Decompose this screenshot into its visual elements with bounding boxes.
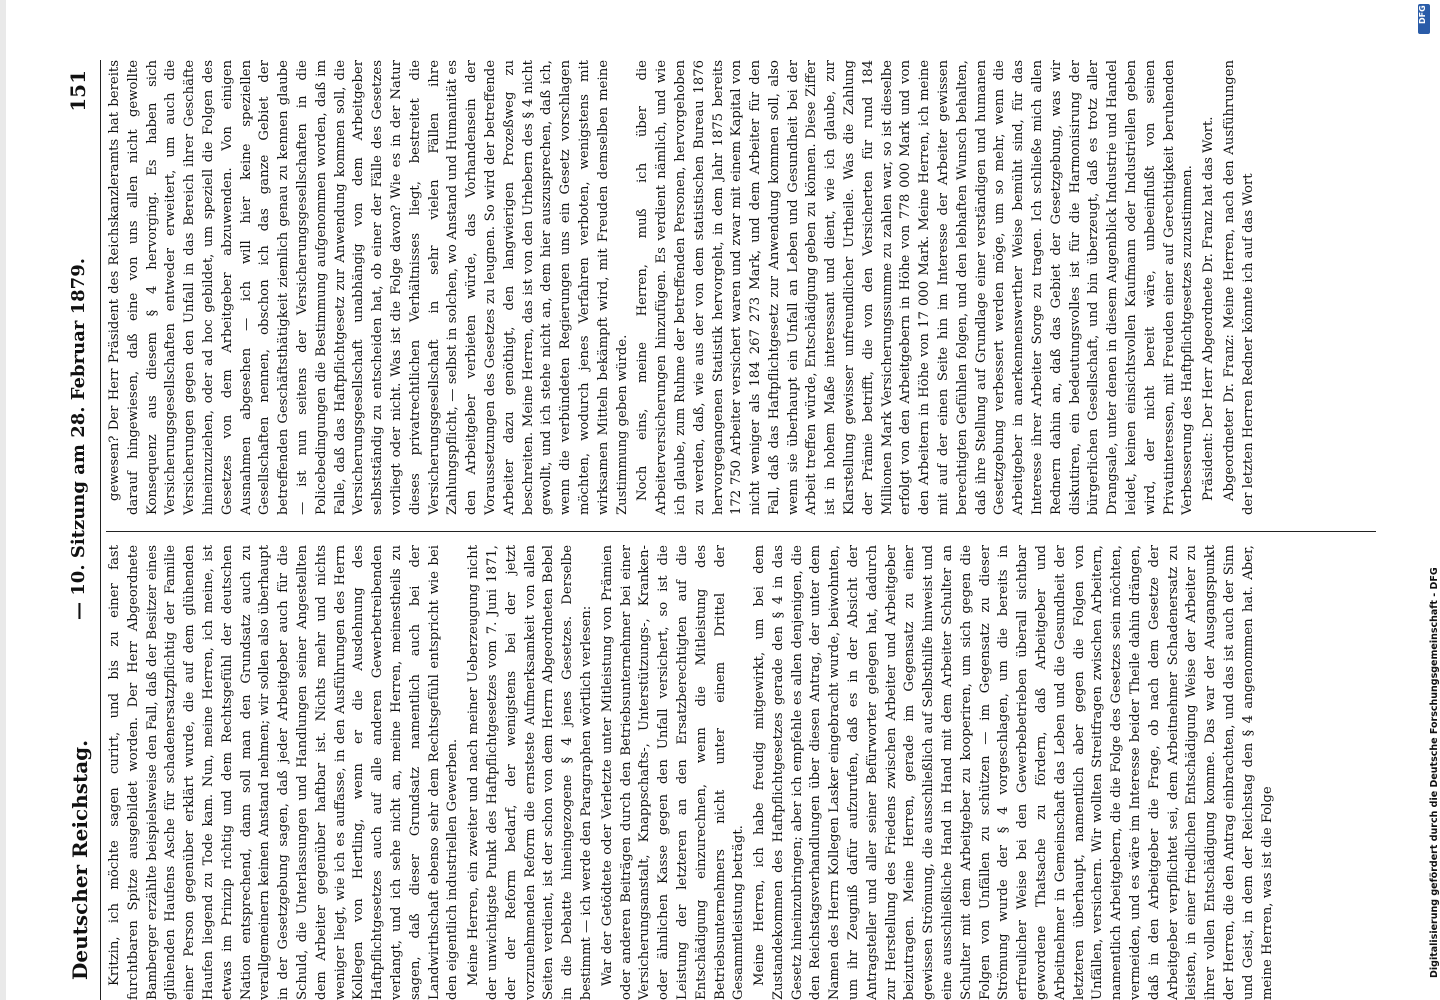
speaker-paragraph: Präsident: Der Herr Abgeordnete Dr. Franz hat das Wort. — [1201, 116, 1217, 501]
paragraph: Kritzin, ich möchte sagen curirt, und bis zu einer fast furchtbaren Spitze ausgebildet worden. Der Herr Abgeordnete Bamberger erzählte beispielsweise den Fall, daß der Besitzer eines glühenden Haufens Asche für schadenersatzpflichtig der Familie einer Person gegenüber erklärt wurde, die auf dem glühenden Haufen liegend zu Tode kam. Nun, meine Herren, ich meine, ist etwas im Prinzip richtig und dem Rechtsgefühl der deutschen Nation entsprechend, dann soll man den Grundsatz auch zu verallgemeinern keinen Anstand nehmen; wir sollen also überhaupt in der Gesetzgebung sagen, daß jeder Arbeitgeber auch für die Schuld, die Unterlassungen und Handlungen seiner Angestellten dem Arbeiter gegenüber haftbar ist. Nichts mehr und nichts weniger liegt, wie ich es auffasse, in den Ausführungen des Herrn Kollegen von Hertling, wenn er die Ausdehnung des Haftpflichtgesetzes auch auf alle anderen Gewerbetreibenden verlangt, und ich sehe nicht an, meine Herren, meinestheils zu sagen, daß dieser Grundsatz namentlich auch bei der Landwirthschaft ebenso sehr dem Rechtsgefühl entspricht wie bei den eigentlich industriellen Gewerben. — [107, 545, 461, 1000]
publication-title: Deutscher Reichstag. — [68, 739, 92, 980]
speaker-paragraph: Abgeordneter Dr. Franz: Meine Herren, nach den Ausführungen der letzten Herren Redner könnte ich auf das Wort — [1222, 60, 1256, 515]
left-text-column — [106, 545, 1376, 1000]
page-header — [60, 60, 101, 1000]
column-divider — [106, 531, 1376, 532]
credit-text: Digitalisierung gefördert durch die Deutsche Forschungsgemeinschaft - DFG — [1429, 567, 1440, 978]
paragraph: gewesen? Der Herr Präsident des Reichskanzleramts hat bereits darauf hingewiesen, daß eine von uns allen nicht gewollte Konsequenz aus diesem § 4 hervorging. Es haben sich Versicherungsgesellschaften entweder erweitert, um auch die Versicherungen gegen den Unfall in das Bereich ihrer Geschäfte hineinzuziehen, oder ad hoc gebildet, um speziell die Folgen des Gesetzes von dem Arbeitgeber abzuwenden. Von einigen Ausnahmen abgesehen — ich will hier keine speziellen Gesellschaften nennen, obschon ich das ganze Gebiet der betreffenden Geschäftsthätigkeit ziemlich genau zu kennen glaube — ist nun seitens der Versicherungsgesellschaften in die Policebedingungen die Bestimmung aufgenommen worden, daß im Falle, daß das Haftpflichtgesetz zur Anwendung kommen soll, die Versicherungsgesellschaft unabhängig von dem Arbeitgeber selbstständig zu entscheiden hat, ob einer der Fälle des Gesetzes vorliegt oder nicht. Was ist die Folge davon? Wie es in der Natur dieses privatrechtlichen Verhältnisses liegt, bestreitet die Versicherungsgesellschaft in sehr vielen Fällen ihre Zahlungspflicht, — selbst in solchen, wo Anstand und Humanität es den Arbeitgeber verbieten würde, das Vorhandensein der Voraussetzungen des Gesetzes zu leugnen. So wird der betreffende Arbeiter dazu genöthigt, den langwierigen Prozeßweg zu beschreiten. Meine Herren, das ist von den Urhebern des § 4 nicht gewollt, und ich stehe nicht an, dem hier auszusprechen, daß ich, wenn die verbündeten Regierungen uns ein Gesetz vorschlagen möchten, wodurch jenes Verfahren verboten, wenigstens mit wirksamen Mitteln bekämpft wird, mit Freuden demselben meine Zustimmung geben würde. — [107, 60, 630, 515]
page-number: 151 — [66, 70, 90, 112]
paragraph: Meine Herren, ein zweiter und nach meiner Ueberzeugung nicht der unwichtigste Punkt des Haftpflichtgesetzes vom 7. Juni 1871, der der Reform bedarf, der wenigstens bei der jetzt vorzunehmenden Reform die ernsteste Aufmerksamkeit von allen Seiten verdient, ist der schon von dem Herrn Abgeordneten Bebel in die Debatte hineingezogene § 4 jenes Gesetzes. Derselbe bestimmt — ich werde den Paragraphen wörtlich verlesen: — [466, 545, 594, 1000]
scan-edge — [0, 0, 6, 1000]
quoted-paragraph: War der Getödtete oder Verletzte unter Mitleistung von Prämien oder anderen Beiträgen durch den Betriebsunternehmer bei einer Versicherungsanstalt, Knappschafts-, Unterstützungs-, Kranken- oder ähnlichen Kasse gegen den Unfall versichert, so ist die Leistung der letzteren an den Ersatzberechtigten auf die Entschädigung einzurechnen, wenn die Mitleistung des Betriebsunternehmers nicht unter einem Drittel der Gesammtleistung beträgt. — [599, 545, 747, 1000]
digitization-credit — [1415, 18, 1440, 978]
session-date: — 10. Sitzung am 28. Februar 1879. — [68, 258, 89, 620]
dfg-logo-text: DFG — [1418, 5, 1427, 24]
paragraph: Noch eins, meine Herren, muß ich über die Arbeiterversicherungen hinzufügen. Es verdient nämlich, und wie ich glaube, zum Ruhme der betreffenden Personen, hervorgehoben zu werden, daß, wie aus der von dem statistischen Bureau 1876 hervorgegangenen Statistik hervorgeht, in dem Jahr 1875 bereits 172 750 Arbeiter versichert waren und zwar mit einem Kapital von nicht weniger als 184 267 273 Mark, und dem Arbeiter für den Fall, daß das Haftpflichtgesetz zur Anwendung kommen soll, also wenn sie überhaupt ein Unfall an Leben und Gesundheit bei der Arbeit treffen würde, Entschädigung geben zu können. Diese Ziffer ist in hohem Maße interessant und dient, wie ich glaube, zur Klarstellung gewisser unfreundlicher Urtheile. Was die Zahlung der Prämie betrifft, die von den Versicherten für rund 184 Millionen Mark Versicherungssumme zu zahlen war, so ist dieselbe erfolgt von den Arbeitgebern in Höhe von 778 000 Mark und von den Arbeitern in Höhe von 17 000 Mark. Meine Herren, ich meine mit auf der einen Seite hin im Interesse der Arbeiter gewissen berechtigten Gefühlen folgen, und den lebhaften Wunsch behalten, daß ihre Stellung auf Grundlage einer verständigen und humanen Gesetzgebung verbessert werden möge, um so mehr, wenn die Arbeitgeber in anerkennenswerther Weise bemüht sind, für das Interesse ihrer Arbeiter Sorge zu tragen. Ich schließe mich allen Rednern dahin an, daß das Gebiet der Gesetzgebung, was wir diskutiren, ein bedeutungsvolles ist für die Harmonisirung der bürgerlichen Gesellschaft, und bin überzeugt, daß es trotz aller Drangsale, unter denen in diesem Augenblick Industrie und Handel leidet, keinen einsichtsvollen Kaufmann oder Industriellen geben wird, der nicht bereit wäre, unbeeinflußt von seinen Privatinteressen, mit Freuden einer auf Gerechtigkeit beruhenden Verbesserung des Haftpflichtgesetzes zuzustimmen. — [635, 60, 1196, 515]
rotated-newspaper-page — [60, 60, 1390, 1000]
right-text-column — [106, 60, 1376, 515]
paragraph: Meine Herren, ich habe freudig mitgewirkt, um bei dem Zustandekommen des Haftpflichtgesetzes gerade den § 4 in das Gesetz hineinzubringen; aber ich empfehle es allen denjenigen, die den Reichstagsverhandlungen über diesen Antrag, der unter dem Namen des Herrn Kollegen Lasker eingebracht wurde, beiwohnten, um ihr Zeugniß dafür aufzurufen, daß es in der Absicht der Antragsteller und aller seiner Befürworter gelegen hat, dadurch zur Herstellung des Friedens zwischen Arbeiter und Arbeitgeber beizutragen. Meine Herren, gerade im Gegensatz zu einer gewissen Strömung, die ausschließlich auf Selbsthilfe hinweist und eine ausschließliche Hand in Hand mit dem Arbeiter Schulter an Schulter mit dem Arbeitgeber zu kooperiren, um sich gegen die Folgen von Unfällen zu schützen — im Gegensatz zu dieser Strömung wurde der § 4 vorgeschlagen, um die bereits in erfreulicher Weise bei den Gewerbebetrieben überall sichtbar gewordene Thatsache zu fördern, daß Arbeitgeber und Arbeitnehmer in Gemeinschaft das Leben und die Gesundheit der letzteren überhaupt, namentlich aber gegen die Folgen von Unfällen, versichern. Wir wollten Streitfragen zwischen Arbeitern, namentlich Arbeitgebern, die die Folge des Gesetzes sein möchten, vermeiden, und es wäre im Interesse beider Theile dahin drängen, daß in den Arbeitgeber die Frage, ob nach dem Gesetze der Arbeitgeber verpflichtet sei, dem Arbeitnehmer Schadenersatz zu leisten, in einer friedlichen Entschädigung Weise der Arbeiter zu ihrer vollen Entschädigung komme. Das war der Ausgangspunkt der Herren, die den Antrag einbrachten, und das ist auch der Sinn und Geist, in dem der Reichstag den § 4 angenommen hat. Aber, meine Herren, was ist die Folge — [752, 545, 1275, 1000]
